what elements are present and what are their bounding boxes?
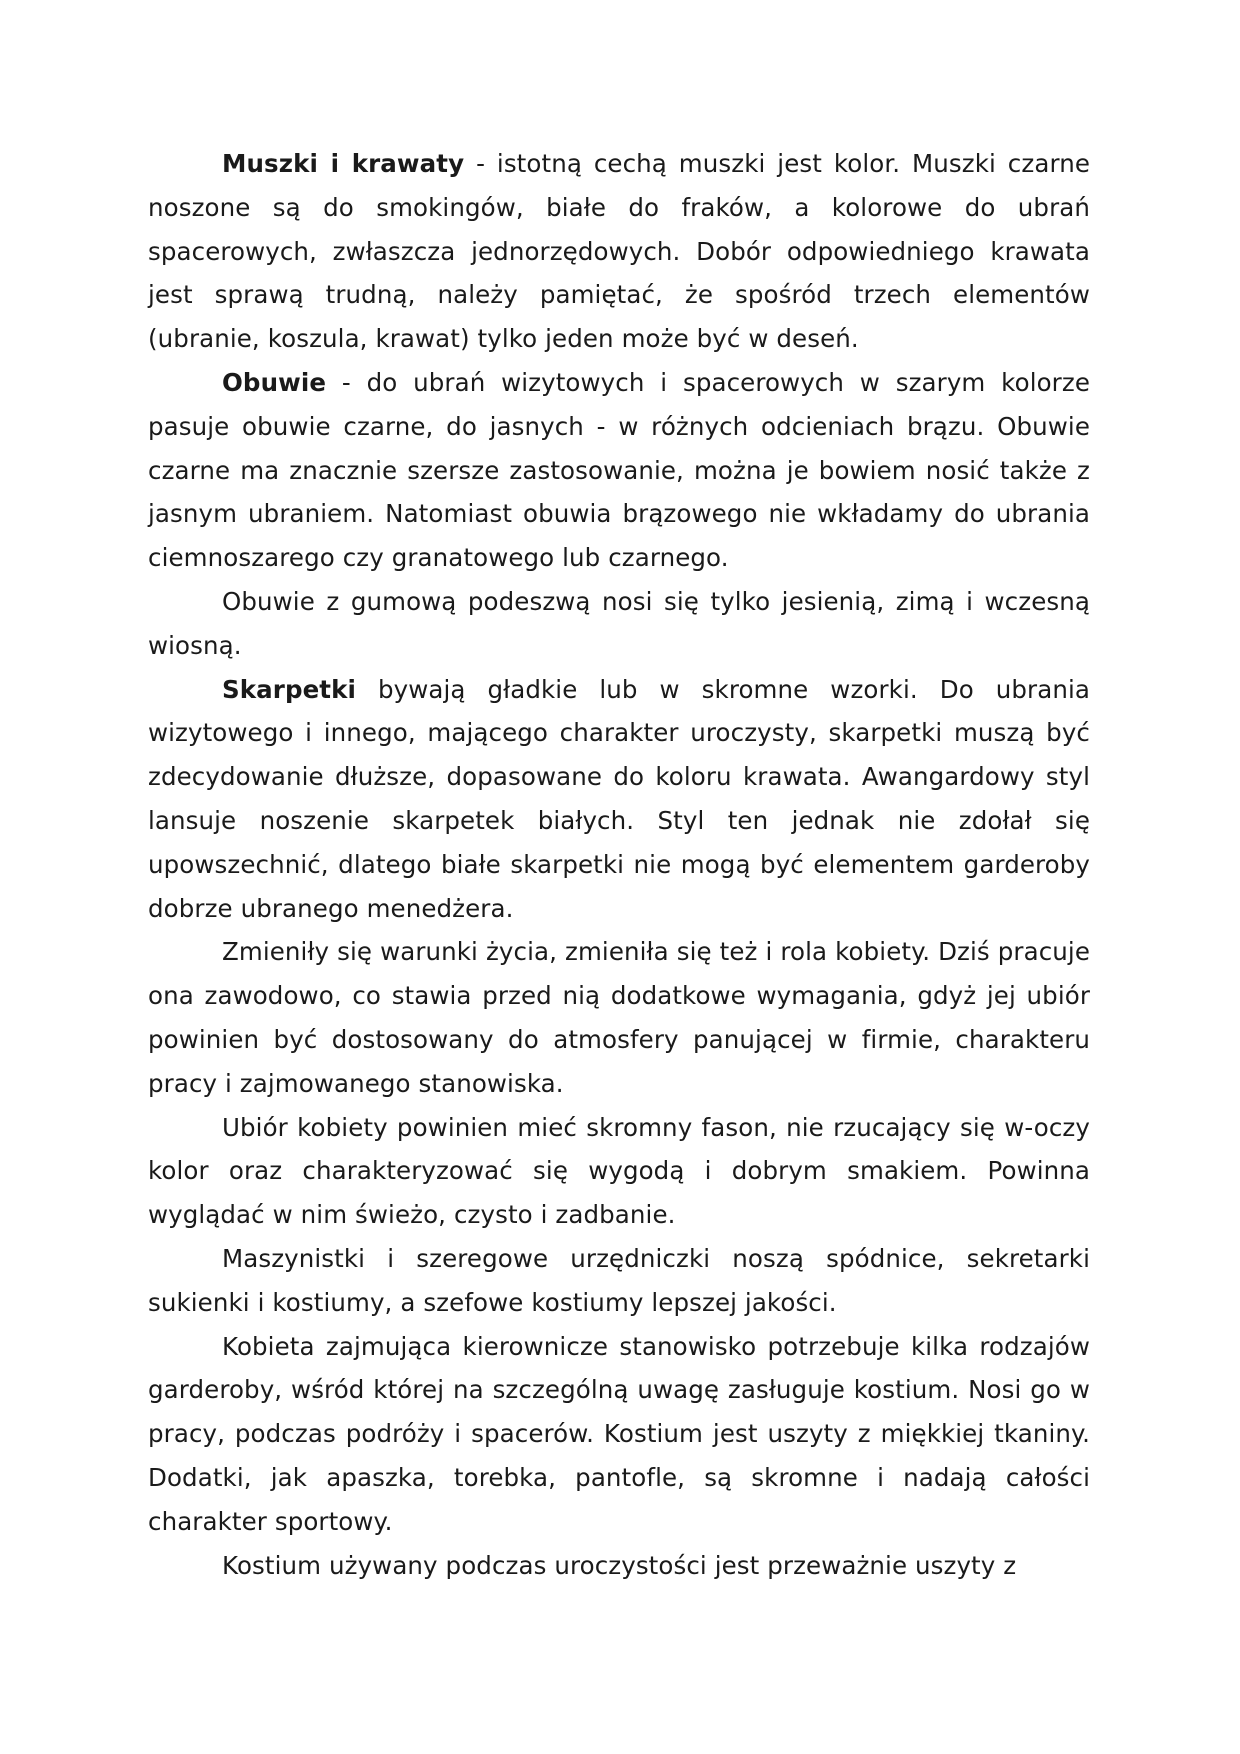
paragraph-text: Maszynistki i szeregowe urzędniczki noszą spódnice, sekretarki sukienki i kostiumy, a szefowe kostiumy lepszej jakości. bbox=[148, 1243, 1090, 1317]
paragraph-text: Obuwie z gumową podeszwą nosi się tylko jesienią, zimą i wczesną wiosną. bbox=[148, 586, 1090, 660]
paragraph-text: - istotną cechą muszki jest kolor. Muszki czarne noszone są do smokingów, białe do fraków, a kolorowe do ubrań spacerowych, zwłaszcza jednorzędowych. Dobór odpowiedniego krawata jest sprawą trudną, należy pamiętać, że spośród trzech elementów (ubranie, koszula, krawat) tylko jeden może być w deseń. bbox=[148, 149, 1090, 354]
paragraph-text: - do ubrań wizytowych i spacerowych w szarym kolorze pasuje obuwie czarne, do jasnych - w różnych odcieniach brązu. Obuwie czarne ma znacznie szersze zastosowanie, można je bowiem nosić także z jasnym ubraniem. Natomiast obuwia brązowego nie wkładamy do ubrania ciemnoszarego czy granatowego lub czarnego. bbox=[148, 367, 1090, 573]
paragraph-maszynistki bbox=[148, 1237, 1090, 1325]
paragraph-lead: Skarpetki bbox=[222, 674, 357, 704]
paragraph-lead: Obuwie bbox=[222, 367, 327, 397]
paragraph-text: bywają gładkie lub w skromne wzorki. Do ubrania wizytowego i innego, mającego charakter uroczysty, skarpetki muszą być zdecydowanie dłuższe, dopasowane do koloru krawata. Awangardowy styl lansuje noszenie skarpetek białych. Styl ten jednak nie zdołał się upowszechnić, dlatego białe skarpetki nie mogą być elementem garderoby dobrze ubranego menedżera. bbox=[148, 674, 1090, 923]
paragraph-kostium bbox=[148, 1325, 1090, 1544]
paragraph-text: Kostium używany podczas uroczystości jest przeważnie uszyty z bbox=[222, 1550, 1017, 1580]
paragraph-obuwie bbox=[148, 361, 1090, 580]
paragraph-rola-kobiety bbox=[148, 930, 1090, 1105]
paragraph-text: Ubiór kobiety powinien mieć skromny fason, nie rzucający się w-oczy kolor oraz charakteryzować się wygodą i dobrym smakiem. Powinna wyglądać w nim świeżo, czysto i zadbanie. bbox=[148, 1112, 1090, 1230]
paragraph-lead: Muszki i krawaty bbox=[222, 149, 465, 178]
paragraph-ubior-kobiety bbox=[148, 1106, 1090, 1237]
paragraph-kostium-uroczysty bbox=[148, 1544, 1090, 1588]
paragraph-skarpetki bbox=[148, 668, 1090, 931]
body-text bbox=[148, 142, 1090, 1587]
paragraph-text: Zmieniły się warunki życia, zmieniła się też i rola kobiety. Dziś pracuje ona zawodowo, co stawia przed nią dodatkowe wymagania, gdyż jej ubiór powinien być dostosowany do atmosfery panującej w firmie, charakteru pracy i zajmowanego stanowiska. bbox=[148, 937, 1090, 1098]
paragraph-obuwie-gumowe bbox=[148, 580, 1090, 668]
paragraph-text: Kobieta zajmująca kierownicze stanowisko potrzebuje kilka rodzajów garderoby, wśród której na szczególną uwagę zasługuje kostium. Nosi go w pracy, podczas podróży i spacerów. Kostium jest uszyty z miękkiej tkaniny. Dodatki, jak apaszka, torebka, pantofle, są skromne i nadają całości charakter sportowy. bbox=[148, 1331, 1090, 1536]
paragraph-muszki-i-krawaty bbox=[148, 142, 1090, 361]
